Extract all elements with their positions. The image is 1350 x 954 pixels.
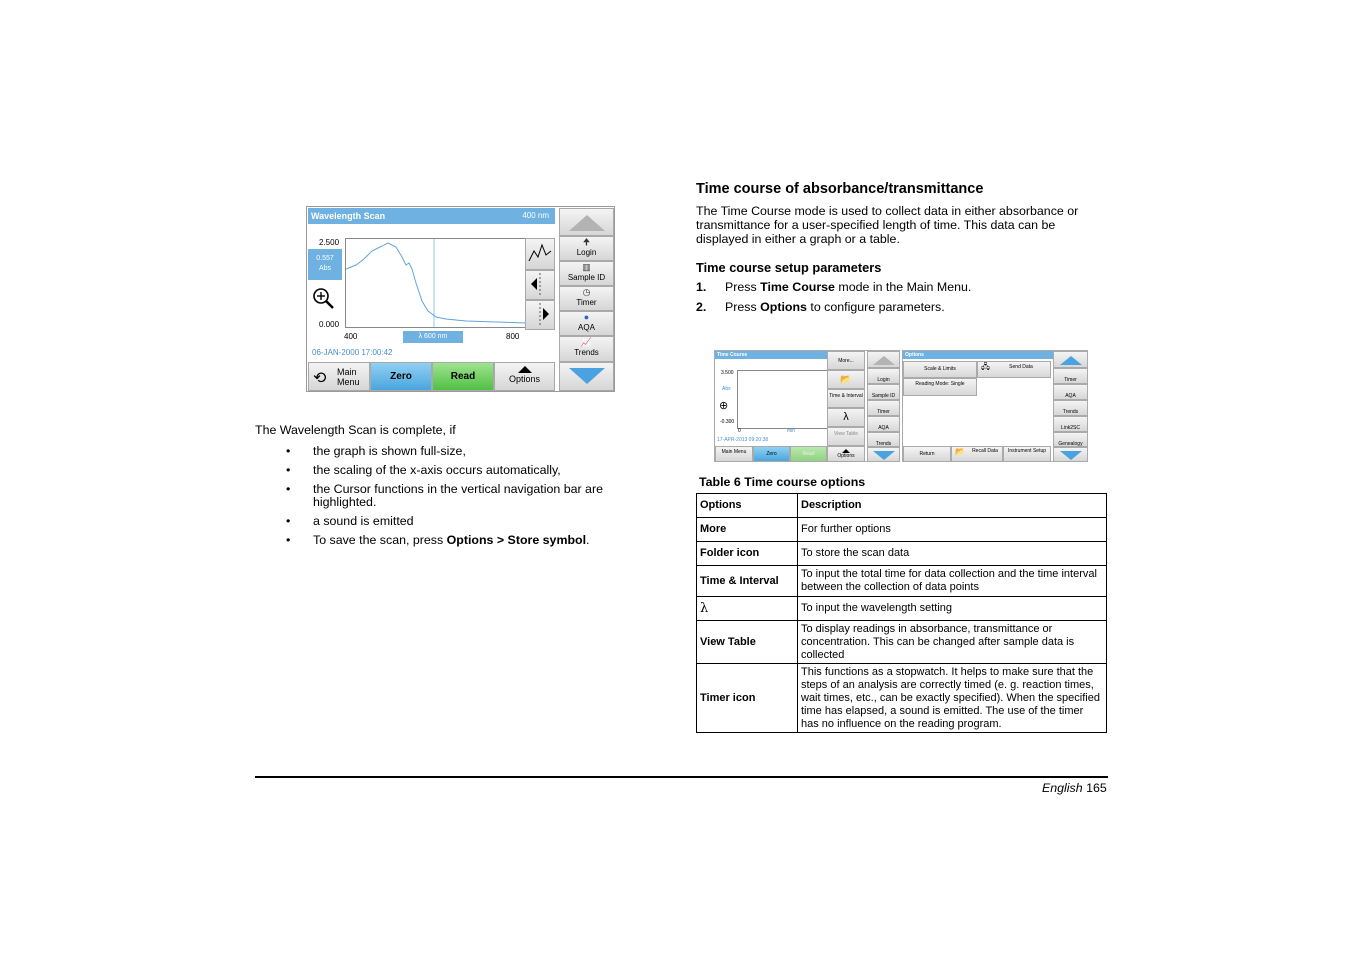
footer-language: English (1042, 781, 1083, 795)
tc-plot-area (737, 370, 828, 429)
scroll-down-button[interactable] (559, 362, 614, 391)
login-icon: 🠉 (582, 237, 591, 247)
tc-y-top: 3.500 (721, 370, 734, 376)
side-button-sample-id[interactable]: Sample ID (867, 384, 900, 400)
sample-id-icon: ▥ (582, 262, 591, 272)
time-course-screenshot (714, 350, 900, 462)
side-button-trends[interactable]: Trends (1053, 400, 1088, 416)
page-number: 165 (1086, 781, 1107, 795)
side-button-sample-id[interactable]: ▥ Sample ID (559, 261, 614, 286)
peaks-icon (527, 239, 553, 267)
cursor-right-button[interactable] (525, 300, 555, 330)
y-top-label: 2.500 (319, 238, 340, 247)
list-item: • the scaling of the x-axis occurs automatically, (286, 463, 561, 477)
tc-x-unit: min (787, 428, 796, 434)
reading-value: 0.557 (316, 255, 334, 262)
time-interval-button[interactable]: Time & Interval (827, 389, 865, 408)
table-header-row (697, 494, 1107, 518)
section-heading: Time course of absorbance/transmittance (696, 181, 984, 197)
main-menu-button[interactable]: Main Menu (715, 446, 753, 462)
zoom-in-icon[interactable] (312, 287, 336, 316)
scan-wavelength: 400 nm (522, 211, 549, 220)
view-table-button[interactable]: View Table (827, 427, 865, 446)
instrument-setup-button[interactable]: Instrument Setup (1003, 446, 1051, 462)
scan-datetime: 06-JAN-2000 17:00:42 (312, 348, 393, 357)
zero-button[interactable]: Zero (753, 446, 790, 462)
section-paragraph: The Time Course mode is used to collect data in either absorbance or transmittance for a user-specified length of time. This data can be displayed in either a graph or a table. (696, 204, 1079, 246)
reading-box (308, 249, 342, 280)
folder-icon: 📂 (955, 447, 965, 456)
arrow-up-icon (569, 215, 605, 231)
options-button[interactable]: Options (494, 362, 555, 391)
read-button[interactable]: Read (432, 362, 494, 391)
footer-rule (255, 776, 1108, 778)
side-button-link2sc[interactable]: Link2SC (1053, 416, 1088, 432)
table-row: More For further options (697, 518, 1107, 542)
folder-icon: 📂 (840, 374, 852, 384)
arrow-down-icon (873, 451, 895, 460)
triangle-up-icon (518, 366, 532, 373)
cursor-left-button[interactable] (525, 270, 555, 300)
read-button[interactable]: Read (790, 446, 827, 462)
y-bottom-label: 0.000 (319, 320, 340, 329)
list-item: • To save the scan, press Options > Store symbol. (286, 533, 590, 547)
tc-options-button[interactable]: Options (827, 446, 865, 462)
more-button[interactable]: More... (827, 351, 865, 370)
triangle-left-icon (527, 271, 553, 297)
tc-x-left: 0 (738, 428, 741, 434)
wavelength-button[interactable]: λ (827, 408, 865, 427)
side-button-timer[interactable]: ◷ Timer (559, 286, 614, 311)
side-button-trends[interactable]: Trends (867, 432, 900, 447)
table-row: View Table To display readings in absorbance, transmittance or concentration. This can be changed after sample data is collected (697, 621, 1107, 664)
side-button-aqa[interactable]: AQA (867, 416, 900, 432)
options-screenshot (902, 350, 1088, 462)
reading-mode-button[interactable]: Reading Mode: Single (903, 378, 977, 396)
subsection-heading: Time course setup parameters (696, 260, 882, 275)
x-cursor-label: λ 600 nm (403, 331, 463, 343)
scan-plot-area (345, 238, 527, 328)
table-row: Folder icon To store the scan data (697, 542, 1107, 566)
scan-title-bar (308, 208, 555, 224)
side-button-genealogy[interactable]: Genealogy (1053, 432, 1088, 447)
tc-y-bottom: -0.300 (720, 419, 735, 425)
list-item: • the Cursor functions in the vertical navigation bar are highlighted. (286, 482, 603, 509)
side-button-trends[interactable]: 📈 Trends (559, 336, 614, 362)
wavelength-scan-screenshot (306, 206, 615, 392)
send-data-button[interactable]: 🖧 Send Data (977, 361, 1051, 378)
table-row: λ To input the wavelength setting (697, 597, 1107, 621)
zoom-in-icon[interactable]: ⊕ (719, 400, 729, 412)
side-button-aqa[interactable]: ● AQA (559, 311, 614, 336)
side-button-aqa[interactable]: AQA (1053, 384, 1088, 400)
trends-icon: 📈 (580, 337, 593, 347)
zero-button[interactable]: Zero (370, 362, 432, 391)
peak-cursor-button[interactable] (525, 238, 555, 270)
table-row: Time & Interval To input the total time for data collection and the time interval between the collection of data points (697, 566, 1107, 597)
scroll-up-button[interactable] (1053, 351, 1088, 368)
main-menu-button[interactable]: ⟲ Main Menu (308, 362, 370, 391)
timer-icon: ◷ (582, 287, 591, 297)
side-button-timer[interactable]: Timer (1053, 368, 1088, 384)
x-left-label: 400 (344, 332, 358, 341)
side-button-login[interactable]: Login (867, 368, 900, 384)
scroll-up-button[interactable] (559, 208, 614, 236)
scale-limits-button[interactable]: Scale & Limits (903, 361, 977, 378)
scan-curve (346, 239, 526, 327)
return-button[interactable]: Return (903, 446, 951, 462)
arrow-up-icon (1060, 356, 1082, 365)
scroll-down-button[interactable] (867, 447, 900, 462)
send-data-icon: 🖧 (981, 362, 990, 371)
scroll-up-button[interactable] (867, 351, 900, 368)
recall-data-button[interactable]: 📂 Recall Data (951, 446, 1003, 462)
folder-button[interactable] (827, 370, 865, 389)
header-description: Description (798, 494, 1107, 518)
tc-datetime: 17-APR-2013 09:20:38 (717, 437, 769, 443)
tc-unit: Abs (722, 386, 731, 392)
time-course-options-table (696, 493, 1107, 733)
scan-title: Wavelength Scan (311, 211, 386, 221)
reading-unit: Abs (318, 265, 332, 272)
side-button-timer[interactable]: Timer (867, 400, 900, 416)
return-arrow-icon: ⟲ (313, 370, 327, 387)
scroll-down-button[interactable] (1053, 447, 1088, 462)
arrow-down-icon (1060, 451, 1082, 460)
scan-complete-intro: The Wavelength Scan is complete, if (255, 423, 456, 437)
table-caption: Table 6 Time course options (699, 475, 866, 489)
side-button-login[interactable]: 🠉 Login (559, 236, 614, 261)
x-right-label: 800 (506, 332, 520, 341)
aqa-icon: ● (583, 312, 590, 322)
table-row: Timer icon This functions as a stopwatch. It helps to make sure that the steps of an analysis are correctly timed (e. g. reaction times, wait times, etc., can be exactly specified). When the specified time has elapsed, a sound is emitted. The use of the timer has no influence on the reading program. (697, 664, 1107, 733)
arrow-down-icon (569, 368, 605, 384)
arrow-up-icon (873, 356, 895, 365)
triangle-right-icon (527, 301, 553, 327)
page-footer (1042, 781, 1107, 795)
tc-title: Time Course (715, 351, 829, 359)
list-item: • a sound is emitted (286, 514, 414, 528)
list-item: • the graph is shown full-size, (286, 444, 466, 458)
header-options: Options (697, 494, 798, 518)
options-title: Options (903, 351, 1053, 359)
